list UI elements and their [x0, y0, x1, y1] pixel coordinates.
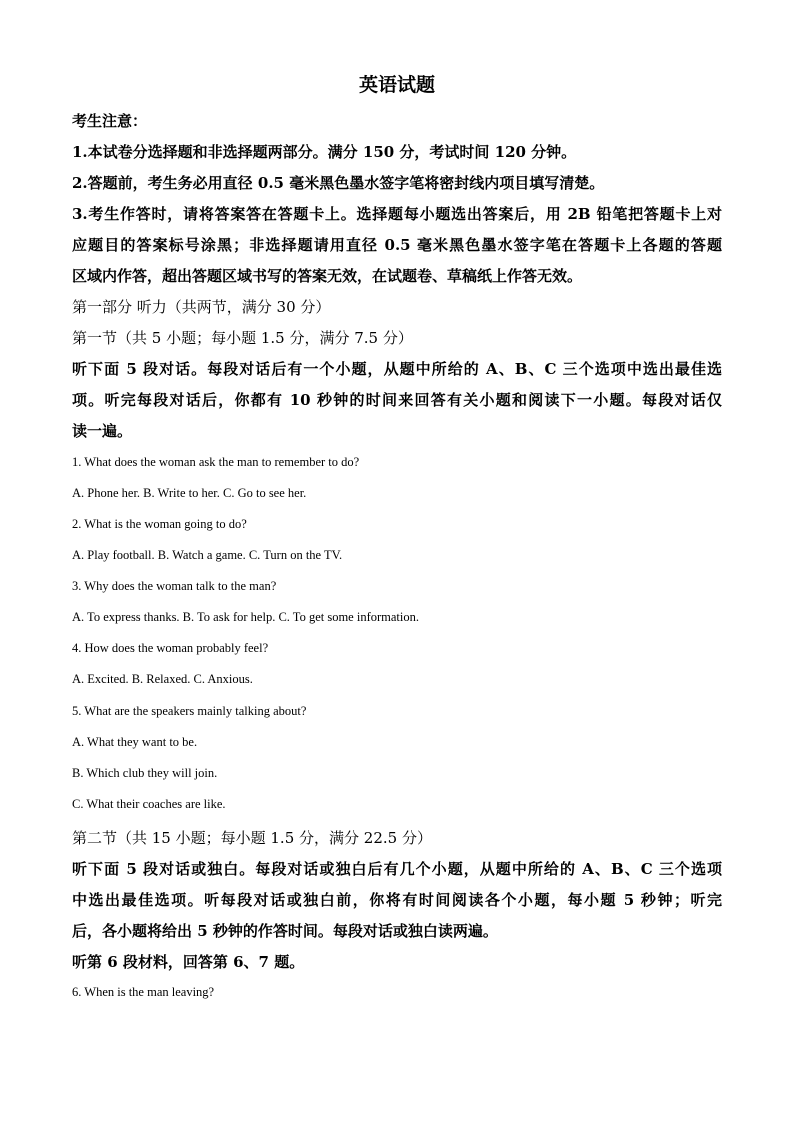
page-title: 英语试题 [358, 74, 435, 96]
question-2: 2. What is the woman going to do? [72, 517, 247, 531]
question-5: 5. What are the speakers mainly talking about? [72, 704, 307, 718]
section1-instruction-line-1: 听下面 5 段对话。每段对话后有一个小题，从题中所给的 A、B、C 三个选项中选出最佳选 [72, 360, 722, 378]
notice-item-3-line-3: 区域内作答，超出答题区域书写的答案无效，在试题卷、草稿纸上作答无效。 [72, 267, 583, 285]
question-4: 4. How does the woman probably feel? [72, 641, 269, 655]
section2-instruction-line-1: 听下面 5 段对话或独白。每段对话或独白后有几个小题，从题中所给的 A、B、C 三个选项 [72, 860, 722, 878]
section2-instruction-line-3: 后，各小题将给出 5 秒钟的作答时间。每段对话或独白读两遍。 [72, 922, 498, 940]
question-5-option-b: B. Which club they will join. [72, 766, 218, 780]
notice-heading: 考生注意： [72, 112, 148, 130]
question-4-options: A. Excited. B. Relaxed. C. Anxious. [72, 672, 253, 686]
question-3: 3. Why does the woman talk to the man? [72, 579, 277, 593]
part1-heading: 第一部分 听力（共两节，满分 30 分） [72, 298, 331, 316]
question-3-options: A. To express thanks. B. To ask for help. C. To get some information. [72, 610, 419, 624]
section2-heading: 第二节（共 15 小题；每小题 1.5 分，满分 22.5 分） [72, 829, 432, 847]
section1-instruction-line-3: 读一遍。 [72, 422, 133, 440]
section2-instruction-line-2: 中选出最佳选项。听每段对话或独白前，你将有时间阅读各个小题，每小题 5 秒钟；听完 [72, 891, 722, 909]
notice-item-3-line-1: 3.考生作答时，请将答案答在答题卡上。选择题每小题选出答案后，用 2B 铅笔把答题卡上对 [72, 205, 722, 223]
question-1: 1. What does the woman ask the man to remember to do? [72, 455, 360, 469]
question-1-options: A. Phone her. B. Write to her. C. Go to see her. [72, 486, 307, 500]
material-6-heading: 听第 6 段材料，回答第 6、7 题。 [72, 953, 305, 971]
notice-item-1: 1.本试卷分选择题和非选择题两部分。满分 150 分，考试时间 120 分钟。 [72, 143, 577, 161]
question-5-option-c: C. What their coaches are like. [72, 797, 226, 811]
question-5-option-a: A. What they want to be. [72, 735, 198, 749]
notice-item-2: 2.答题前，考生务必用直径 0.5 毫米黑色墨水签字笔将密封线内项目填写清楚。 [72, 174, 605, 192]
section1-heading: 第一节（共 5 小题；每小题 1.5 分，满分 7.5 分） [72, 329, 413, 347]
question-6: 6. When is the man leaving? [72, 985, 215, 999]
section1-instruction-line-2: 项。听完每段对话后，你都有 10 秒钟的时间来回答有关小题和阅读下一小题。每段对话仅 [72, 391, 722, 409]
question-2-options: A. Play football. B. Watch a game. C. Turn on the TV. [72, 548, 343, 562]
notice-item-3-line-2: 应题目的答案标号涂黑；非选择题请用直径 0.5 毫米黑色墨水签字笔在答题卡上各题的答题 [72, 236, 722, 254]
